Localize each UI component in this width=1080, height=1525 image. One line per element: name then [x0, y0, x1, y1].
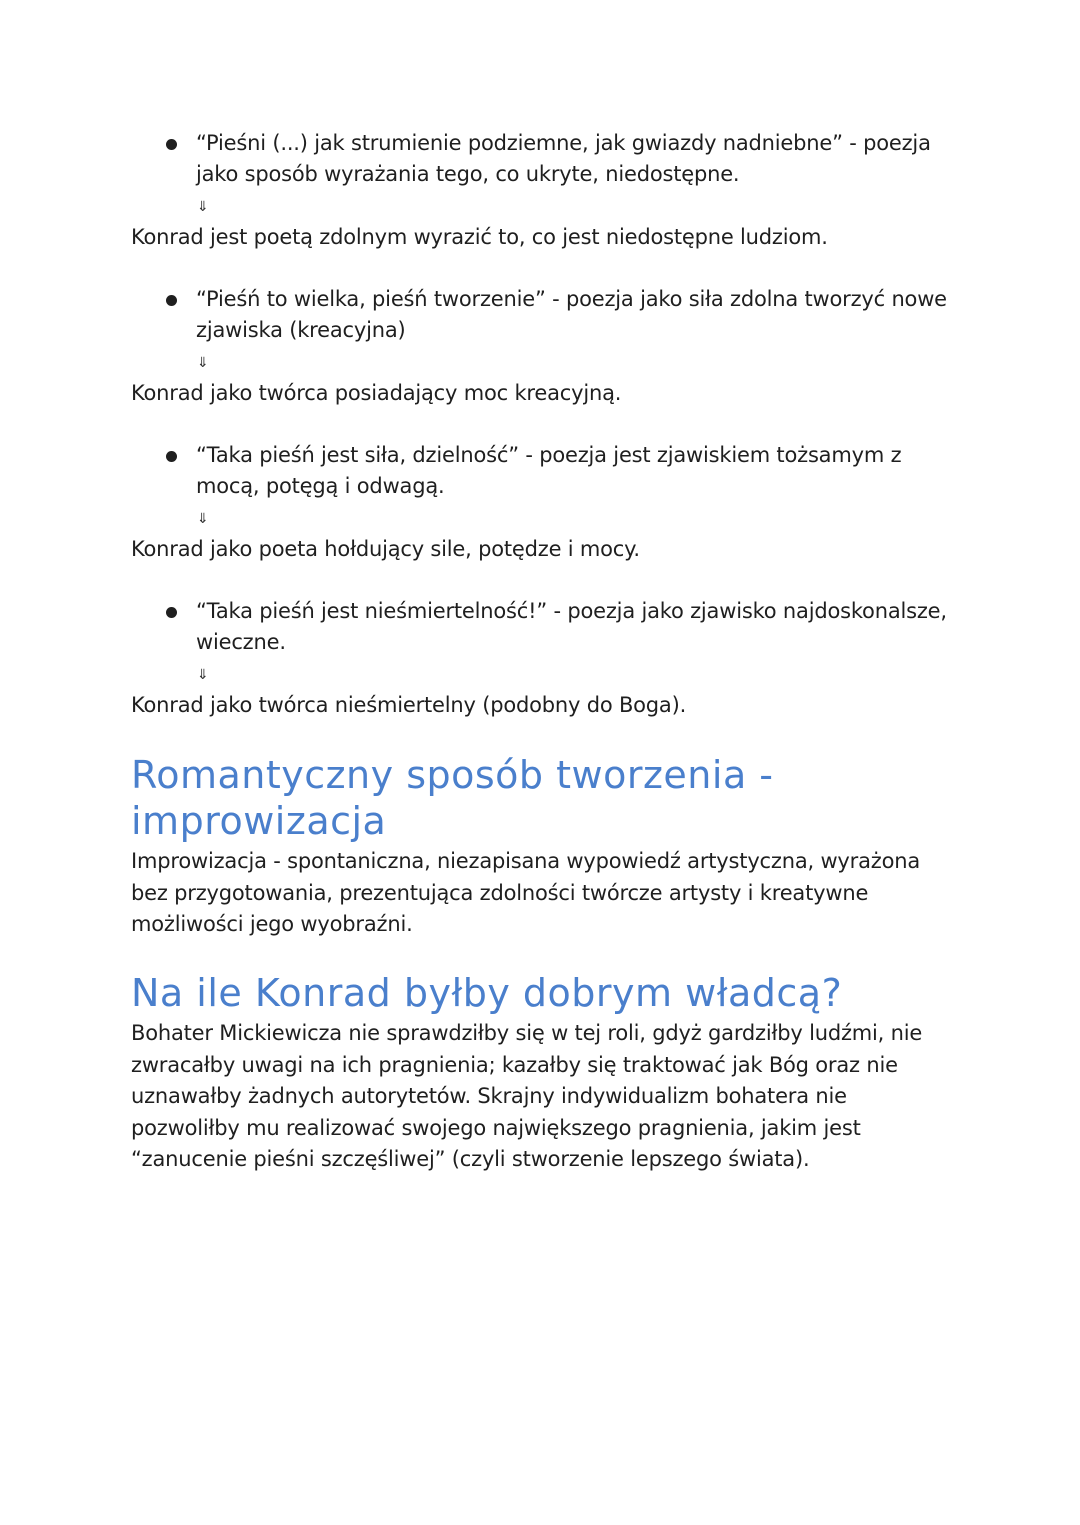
- down-arrow-icon: ⇓: [197, 355, 209, 371]
- bullet-dot: [166, 139, 177, 150]
- down-arrow-icon: ⇓: [197, 199, 209, 215]
- bullet-dot: [166, 451, 177, 462]
- down-arrow-icon: ⇓: [197, 511, 209, 527]
- bullet-text: “Pieśń to wielka, pieśń tworzenie” - poezja jako siła zdolna tworzyć nowe zjawiska (kreacyjna): [196, 287, 947, 342]
- bullet-item: [196, 440, 956, 502]
- section-body: Bohater Mickiewicza nie sprawdziłby się w tej roli, gdyż gardziłby ludźmi, nie zwracałby uwagi na ich pragnienia; kazałby się traktować jak Bóg oraz nie uznawałby żadnych autorytetów. Skrajny indywidualizm bohatera nie pozwoliłby mu realizować swojego największego pragnienia, jakim jest “zanucenie pieśni szczęśliwej” (czyli stworzenie lepszego świata).: [131, 1021, 923, 1171]
- conclusion-text: Konrad jest poetą zdolnym wyrazić to, co jest niedostępne ludziom.: [131, 225, 828, 249]
- down-arrow-icon: ⇓: [197, 667, 209, 683]
- bullet-dot: [166, 607, 177, 618]
- conclusion-text: Konrad jako twórca posiadający moc kreacyjną.: [131, 381, 622, 405]
- bullet-text: “Taka pieśń jest nieśmiertelność!” - poezja jako zjawisko najdoskonalsze, wieczne.: [196, 599, 947, 654]
- conclusion-text: Konrad jako poeta hołdujący sile, potędze i mocy.: [131, 537, 640, 561]
- bullet-item: [196, 128, 956, 190]
- bullet-dot: [166, 295, 177, 306]
- bullet-text: “Taka pieśń jest siła, dzielność” - poezja jest zjawiskiem tożsamym z mocą, potęgą i odwagą.: [196, 443, 902, 498]
- bullet-item: [196, 284, 956, 346]
- section-body: Improwizacja - spontaniczna, niezapisana wypowiedź artystyczna, wyrażona bez przygotowania, prezentująca zdolności twórcze artysty i kreatywne możliwości jego wyobraźni.: [131, 849, 920, 936]
- section-heading: Romantyczny sposób tworzenia - improwizacja: [131, 753, 774, 843]
- bullet-item: [196, 596, 956, 658]
- conclusion-text: Konrad jako twórca nieśmiertelny (podobny do Boga).: [131, 693, 687, 717]
- bullet-text: “Pieśni (...) jak strumienie podziemne, jak gwiazdy nadniebne” - poezja jako sposób wyrażania tego, co ukryte, niedostępne.: [196, 131, 931, 186]
- section-heading: Na ile Konrad byłby dobrym władcą?: [131, 971, 843, 1015]
